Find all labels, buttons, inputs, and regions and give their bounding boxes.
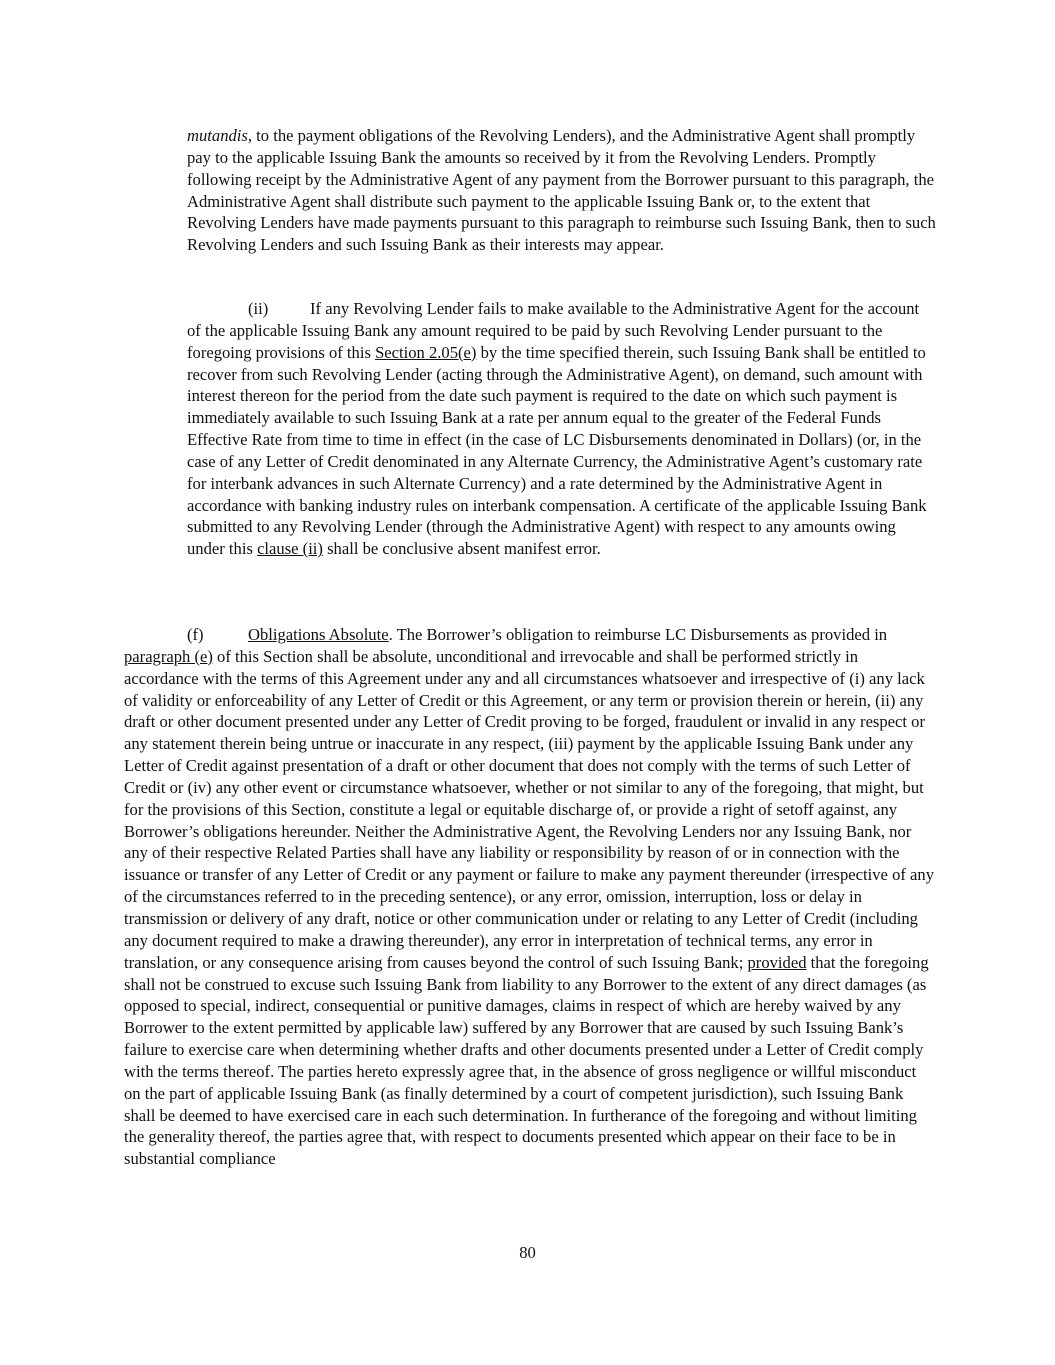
paragraph-continuation bbox=[187, 125, 937, 256]
paragraph-f bbox=[124, 624, 936, 1170]
paragraph-ii bbox=[187, 298, 937, 560]
italic-term-mutandis: mutandis bbox=[187, 126, 248, 145]
paragraph-text: by the time specified therein, such Issuing Bank shall be entitled to recover from such Revolving Lender (acting through the Administrative Agent), on demand, such amount with interest thereon for the period from the date such payment is required to the date on which such payment is immediately available to such Issuing Bank at a rate per annum equal to the greater of the Federal Funds Effective Rate from time to time in effect (in the case of LC Disbursements denominated in Dollars) (or, in the case of any Letter of Credit denominated in any Alternate Currency, the Administrative Agent’s customary rate for interbank advances in such Alternate Currency) and a rate determined by the Administrative Agent in accordance with banking industry rules on interbank compensation. A certificate of the applicable Issuing Bank submitted to any Revolving Lender (through the Administrative Agent) with respect to any amounts owing under this bbox=[187, 342, 927, 559]
paragraph-text: of this Section shall be absolute, unconditional and irrevocable and shall be performed strictly in accordance with the terms of this Agreement under any and all circumstances whatsoever and irrespective of (i) any lack of validity or enforceability of any Letter of Credit or this Agreement, or any term or provision therein or herein, (ii) any draft or other document presented under any Letter of Credit proving to be forged, fraudulent or invalid in any respect or any statement therein being untrue or inaccurate in any respect, (iii) payment by the applicable Issuing Bank under any Letter of Credit against presentation of a draft or other document that does not comply with the terms of such Letter of Credit or (iv) any other event or circumstance whatsoever, whether or not similar to any of the foregoing, that might, but for the provisions of this Section, constitute a legal or equitable discharge of, or provide a right of setoff against, any Borrower’s obligations hereunder. Neither the Administrative Agent, the Revolving Lenders nor any Issuing Bank, nor any of their respective Related Parties shall have any liability or responsibility by reason of or in connection with the issuance or transfer of any Letter of Credit or any payment or failure to make any payment thereunder (irrespective of any of the circumstances referred to in the preceding sentence), or any error, omission, interruption, loss or delay in transmission or delivery of any draft, notice or other communication under or relating to any Letter of Credit (including any document required to make a drawing thereunder), any error in interpretation of technical terms, any error in translation, or any consequence arising from causes beyond the control of such Issuing Bank; bbox=[124, 646, 934, 972]
paragraph-number: (f) bbox=[187, 625, 204, 644]
section-heading: Obligations Absolute bbox=[248, 625, 389, 644]
paragraph-number: (ii) bbox=[248, 299, 269, 318]
provided-term: provided bbox=[747, 952, 807, 972]
paragraph-text: that the foregoing shall not be construed to excuse such Issuing Bank from liability to any Borrower to the extent of any direct damages (as opposed to special, indirect, consequential or punitive damages, claims in respect of which are hereby waived by any Borrower to the extent permitted by applicable law) suffered by any Borrower that are caused by such Issuing Bank’s failure to exercise care when determining whether drafts and other documents presented under a Letter of Credit comply with the terms thereof. The parties hereto expressly agree that, in the absence of gross negligence or willful misconduct on the part of applicable Issuing Bank (as finally determined by a court of competent jurisdiction), such Issuing Bank shall be deemed to have exercised care in each such determination. In furtherance of the foregoing and without limiting the generality thereof, the parties agree that, with respect to documents presented which appear on their face to be in substantial compliance bbox=[124, 952, 929, 1169]
paragraph-text: If any Revolving Lender fails to make available to the Administrative Agent for the account of the applicable Issuing Bank any amount required to be paid by such Revolving Lender pursuant to the foregoing provisions of this bbox=[187, 299, 920, 362]
paragraph-text: shall be conclusive absent manifest error. bbox=[322, 539, 601, 559]
section-reference-link: Section 2.05(e) bbox=[375, 342, 477, 362]
paragraph-reference-link: paragraph (e) bbox=[124, 646, 213, 666]
paragraph-text: , to the payment obligations of the Revolving Lenders), and the Administrative Agent shall promptly pay to the applicable Issuing Bank the amounts so received by it from the Revolving Lenders. Promptly following receipt by the Administrative Agent of any payment from the Borrower pursuant to this paragraph, the Administrative Agent shall distribute such payment to the applicable Issuing Bank or, to the extent that Revolving Lenders have made payments pursuant to this paragraph to reimburse such Issuing Bank, then to such Revolving Lenders and such Issuing Bank as their interests may appear. bbox=[187, 126, 936, 255]
page-number: 80 bbox=[519, 1243, 536, 1262]
clause-reference-link: clause (ii) bbox=[257, 539, 323, 559]
paragraph-text: . The Borrower’s obligation to reimburse LC Disbursements as provided in bbox=[388, 625, 888, 644]
